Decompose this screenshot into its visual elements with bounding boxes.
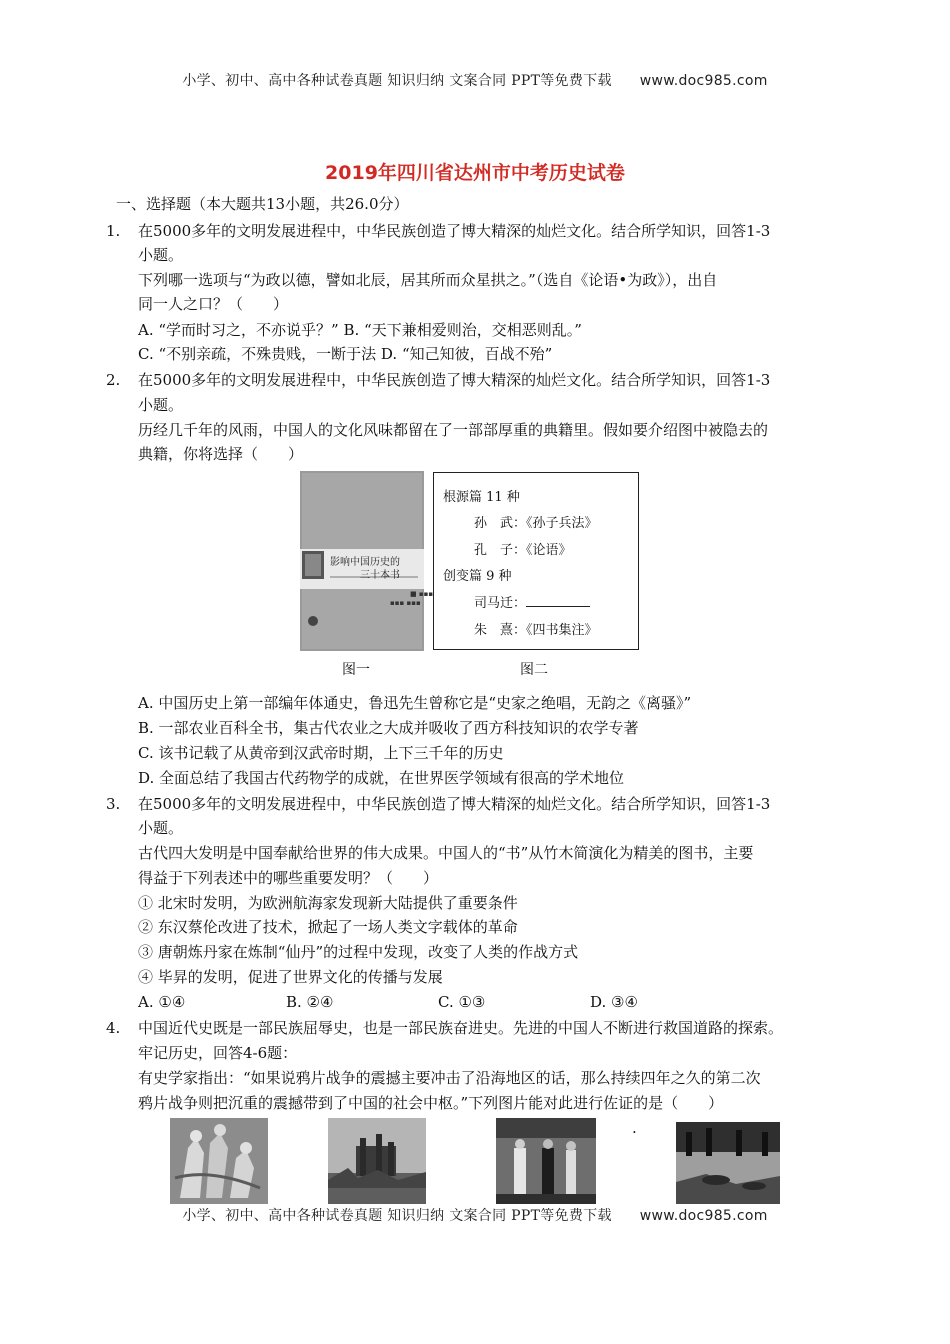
author-name: 孙 武： (474, 516, 527, 531)
statement-4: ④ 毕昇的发明，促进了世界文化的传播与发展 (138, 968, 443, 986)
section-heading: 一、选择题（本大题共13小题，共26.0分） (116, 195, 409, 213)
list-row (474, 592, 590, 611)
footer-text: 小学、初中、高中各种试卷真题 知识归纳 文案合同 PPT等免费下载 (182, 1208, 612, 1224)
list-row (474, 539, 572, 558)
photo-2-ruins (328, 1118, 426, 1204)
book-name: 《四书集注》 (526, 623, 598, 638)
question-text: 历经几千年的风雨，中国人的文化风味都留在了一部部厚重的典籍里。假如要介绍图中被隐去的 (138, 421, 769, 439)
photo-1-relief-sculpture (170, 1118, 268, 1204)
answer-option-d: D. 全面总结了我国古代药物学的成就，在世界医学领域有很高的学术地位 (138, 769, 625, 787)
question-text: 小题。 (138, 246, 184, 264)
answer-options: A. “学而时习之，不亦说乎？” B. “天下兼相爱则治，交相恶则乱。” (138, 321, 582, 339)
book-title-line-1: 影响中国历史的 (330, 557, 400, 568)
figure-2-caption: 图二 (520, 662, 548, 678)
photo-3-historical-figures (496, 1118, 596, 1204)
question-text: 古代四大发明是中国奉献给世界的伟大成果。中国人的“书”从竹木简演化为精美的图书，主要 (138, 844, 754, 862)
question-text: 得益于下列表述中的哪些重要发明？（ ） (138, 869, 439, 887)
question-number: 2. (106, 371, 121, 389)
question-text: 有史学家指出：“如果说鸦片战争的震撼主要冲击了沿海地区的话，那么持续四年之久的第二次 (138, 1069, 761, 1087)
question-text: 典籍，你将选择（ ） (138, 445, 304, 463)
book-title-line-2: 三十本书 (360, 570, 400, 581)
figure-1-book-cover (300, 471, 434, 651)
question-text: 同一人之口？（ ） (138, 295, 289, 313)
page-title: 2019年四川省达州市中考历史试卷 (325, 162, 625, 184)
page-header (0, 70, 950, 90)
figure-1-caption: 图一 (342, 662, 370, 678)
question-text: 小题。 (138, 819, 184, 837)
question-text: 在5000多年的文明发展进程中，中华民族创造了博大精深的灿烂文化。结合所学知识，回答1-3 (138, 795, 771, 813)
svg-text:▪▪▪ ▪▪▪: ▪▪▪ ▪▪▪ (390, 599, 421, 607)
statement-3: ③ 唐朝炼丹家在炼制“仙丹”的过程中发现，改变了人类的作战方式 (138, 943, 579, 961)
stray-dot: . (632, 1119, 637, 1137)
author-name: 司马迁： (474, 596, 527, 611)
svg-text:■ ▪▪▪: ■ ▪▪▪ (410, 590, 434, 598)
author-name: 孔 子： (474, 543, 527, 558)
question-text: 中国近代史既是一部民族屈辱史，也是一部民族奋进史。先进的中国人不断进行救国道路的探索。 (138, 1019, 784, 1037)
question-text: 鸦片战争则把沉重的震撼带到了中国的社会中枢。”下列图片能对此进行佐证的是（ ） (138, 1094, 724, 1112)
photo-4-battlefield (676, 1122, 780, 1204)
answer-options: C. “不别亲疏，不殊贵贱，一断于法 D. “知己知彼，百战不殆” (138, 345, 553, 363)
book-name: 《论语》 (526, 543, 572, 558)
answer-option-a: A. ①④ (138, 993, 186, 1011)
header-text: 小学、初中、高中各种试卷真题 知识归纳 文案合同 PPT等免费下载 (182, 73, 612, 89)
answer-option-c: C. 该书记载了从黄帝到汉武帝时期，上下三千年的历史 (138, 744, 504, 762)
statement-1: ① 北宋时发明，为欧洲航海家发现新大陆提供了重要条件 (138, 894, 518, 912)
question-text: 牢记历史，回答4-6题： (138, 1044, 298, 1062)
question-number: 4. (106, 1019, 121, 1037)
answer-option-a: A. 中国历史上第一部编年体通史，鲁迅先生曾称它是“史家之绝唱，无韵之《离骚》” (138, 694, 692, 712)
page-footer (0, 1205, 950, 1225)
question-text: 在5000多年的文明发展进程中，中华民族创造了博大精深的灿烂文化。结合所学知识，回答1-3 (138, 371, 771, 389)
answer-option-b: B. 一部农业百科全书，集古代农业之大成并吸收了西方科技知识的农学专著 (138, 719, 639, 737)
footer-site[interactable]: www.doc985.com (639, 1208, 768, 1224)
list-row (474, 512, 598, 531)
question-text: 小题。 (138, 396, 184, 414)
author-name: 朱 熹： (474, 623, 527, 638)
answer-option-d: D. ③④ (590, 993, 638, 1011)
answer-option-c: C. ①③ (438, 993, 486, 1011)
list-heading: 创变篇 9 种 (443, 569, 512, 584)
statement-2: ② 东汉蔡伦改进了技术，掀起了一场人类文字载体的革命 (138, 918, 518, 936)
book-name: 《孙子兵法》 (526, 516, 598, 531)
list-heading: 根源篇 11 种 (443, 490, 520, 505)
question-number: 1. (106, 222, 121, 240)
question-text: 在5000多年的文明发展进程中，中华民族创造了博大精深的灿烂文化。结合所学知识，回答1-3 (138, 222, 771, 240)
question-number: 3. (106, 795, 121, 813)
answer-option-b: B. ②④ (286, 993, 334, 1011)
figure-2-book-list (433, 472, 639, 650)
hidden-book-blank (526, 594, 590, 607)
list-row (474, 619, 598, 638)
question-text: 下列哪一选项与“为政以德，譬如北辰，居其所而众星拱之。”（选自《论语•为政》），出自 (138, 271, 718, 289)
header-site[interactable]: www.doc985.com (639, 73, 768, 89)
